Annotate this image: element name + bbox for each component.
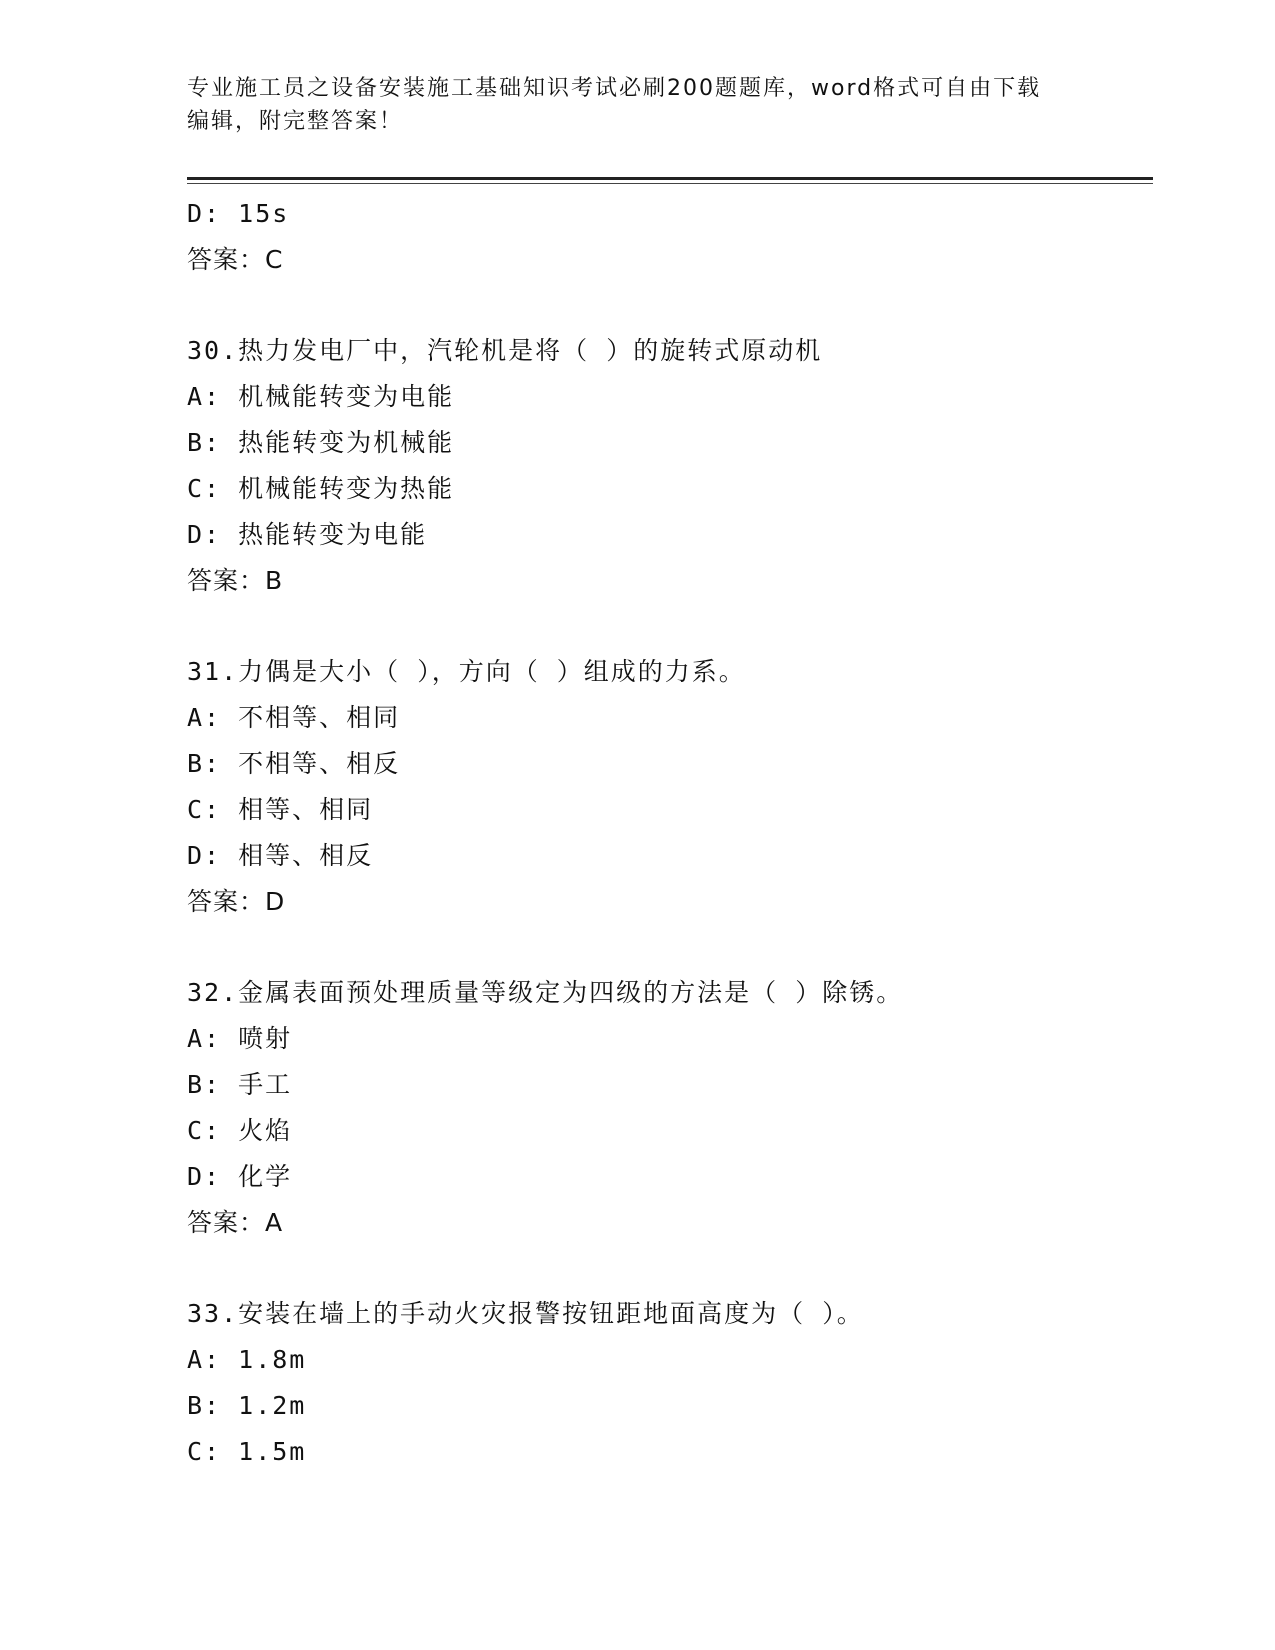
option-d: D: 相等、相反 [187, 841, 374, 870]
option-a: A: 不相等、相同 [187, 703, 401, 732]
question-32-block [187, 970, 1153, 1246]
option-b: B: 手工 [187, 1070, 293, 1099]
question-spacer [187, 925, 1153, 970]
question-spacer [187, 1246, 1153, 1291]
option-c: C: 相等、相同 [187, 795, 374, 824]
question-31-block [187, 649, 1153, 925]
answer-line: 答案：A [187, 1208, 284, 1237]
header-divider-thick [187, 177, 1153, 180]
question-stem: 32.金属表面预处理质量等级定为四级的方法是（ ）除锈。 [187, 978, 904, 1007]
option-a: A: 喷射 [187, 1024, 293, 1053]
question-spacer [187, 604, 1153, 649]
header-title-line-2: 编辑，附完整答案！ [187, 109, 404, 134]
option-c: C: 机械能转变为热能 [187, 474, 455, 503]
option-d: D: 热能转变为电能 [187, 520, 428, 549]
answer-line: 答案：D [187, 887, 286, 916]
option-a: A: 机械能转变为电能 [187, 382, 455, 411]
answer-line: 答案：C [187, 245, 284, 274]
answer-line: 答案：B [187, 566, 284, 595]
header-divider-thin [187, 183, 1153, 184]
question-stem: 30.热力发电厂中，汽轮机是将（ ）的旋转式原动机 [187, 336, 823, 365]
option-b: B: 1.2m [187, 1391, 307, 1420]
option-a: A: 1.8m [187, 1345, 307, 1374]
option-c: C: 火焰 [187, 1116, 293, 1145]
carryover-question-block [187, 191, 1153, 283]
question-stem: 33.安装在墙上的手动火灾报警按钮距地面高度为（ ）。 [187, 1299, 864, 1328]
option-b: B: 热能转变为机械能 [187, 428, 455, 457]
option-d: D: 15s [187, 199, 290, 228]
question-content [187, 191, 1153, 1475]
header-title-line-1: 专业施工员之设备安装施工基础知识考试必刷200题题库，word格式可自由下载 [187, 76, 1042, 101]
question-33-block [187, 1291, 1153, 1475]
option-d: D: 化学 [187, 1162, 293, 1191]
option-b: B: 不相等、相反 [187, 749, 401, 778]
document-header [187, 72, 1067, 138]
option-c: C: 1.5m [187, 1437, 307, 1466]
question-30-block [187, 328, 1153, 604]
question-spacer [187, 283, 1153, 328]
question-stem: 31.力偶是大小（ ），方向（ ）组成的力系。 [187, 657, 746, 686]
